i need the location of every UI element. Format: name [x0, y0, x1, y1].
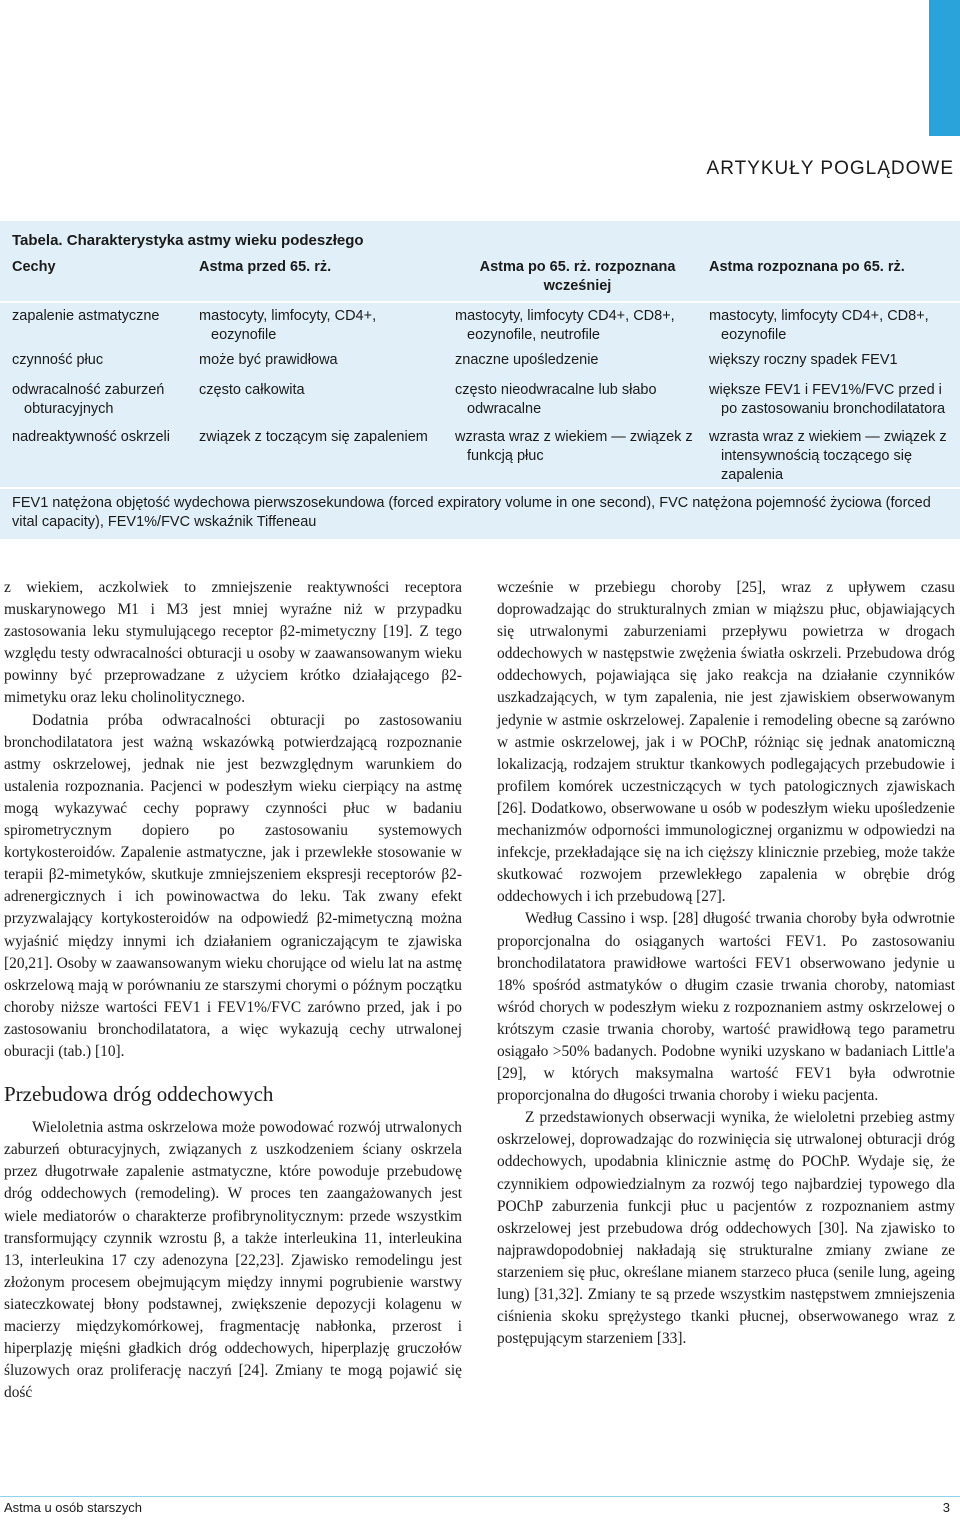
table-cell: czynność płuc: [12, 352, 104, 368]
accent-bar: [929, 0, 960, 136]
table-cell: wzrasta wraz z wiekiem — związek z funkcją płuc: [455, 429, 693, 464]
table-cell: większe FEV1 i FEV1%/FVC przed i po zastosowaniu bronchodilatatora: [709, 382, 946, 417]
paragraph: Dodatnia próba odwracalności obturacji po zastosowaniu bronchodilatatora jest ważną wskazówką potwierdzającą rozpoznanie astmy oskrzelowej, jednak nie jest bezwzględnym warunkiem do ustalenia rozpoznania. Pacjenci w podeszłym wieku cierpiący na astmę mogą wykazywać cechy poprawy czynności płuc w badaniu spirometrycznym dopiero po zastosowaniu systemowych kortykosteroidów. Zapalenie astmatyczne, jak i przewlekłe stosowanie w terapii β2-mimetyków, skutkuje zmniejszeniem ekspresji receptorów β2-adrenergicznych i ich powinowactwa do leku. Tak zwany efekt przyzwalający kortykosteroidów na odpowiedź β2-mimetyczną można wyjaśnić między innymi ich działaniem ograniczającym te zjawiska [20,21]. Osoby w zaawansowanym wieku chorujące od wielu lat na astmę oskrzelową mają w porównaniu ze starszymi chorymi o późnym początku choroby niższe wartości FEV1 i FEV1%/FVC zarówno przed, jak i po zastosowaniu bronchodilatatora, a więc wykazują cechy utrwalonej oburacji (tab.) [10].: [4, 711, 462, 1060]
table-cell: wzrasta wraz z wiekiem — związek z intensywnością toczącego się zapalenia: [709, 429, 947, 483]
table-header-cell: Astma przed 65. rż.: [199, 259, 332, 275]
table-cell: zapalenie astmatyczne: [12, 308, 160, 324]
table-header-cell: Cechy: [12, 259, 56, 275]
table-cell: często całkowita: [199, 382, 305, 398]
section-header: ARTYKUŁY POGLĄDOWE: [706, 158, 954, 179]
paragraph: wcześnie w przebiegu choroby [25], wraz z upływem czasu doprowadzając do strukturalnych zmian w miąższu płuc, objawiających się utrwalonymi zaburzeniami przepływu powietrza w drogach oddechowych w następstwie zwężenia światła oskrzeli. Przebudowa dróg oddechowych, pojawiająca się jako reakcja na działanie czynników uszkadzających, w tym zapalenia, nie jest zjawiskiem obserwowanym jedynie w astmie oskrzelowej. Zapalenie i remodeling obecne są zarówno w astmie oskrzelowej, jak i w POChP, różniąc się jednak anatomiczną lokalizacją, rodzajem struktur tkankowych podlegających przebudowie i profilem komórek uczestniczących w tych patologicznych zjawiskach [26]. Dodatkowo, obserwowane u osób w podeszłym wieku upośledzenie mechanizmów odporności immunologicznej organizmu w odpowiedzi na infekcje, przekładające się na ich cięższy klinicznie przebieg, może także skutkować rozwojem przewlekłego zapalenia w obrębie dróg oddechowych i ich przebudową [27].: [497, 579, 955, 906]
paragraph: z wiekiem, aczkolwiek to zmniejszenie reaktywności receptora muskarynowego M1 i M3 jest mniej wyraźne niż w przypadku zastosowania leku stymulującego receptor β2-mimetyczny [19]. Z tego względu testy odwracalności obturacji u osoby w zaawansowanym wieku powinny być przeprowadzane z użyciem krótko działającego β2-mimetyku oraz leku cholinolitycznego.: [4, 579, 462, 707]
paragraph: Według Cassino i wsp. [28] długość trwania choroby była odwrotnie proporcjonalna do osiąganych wartości FEV1. Po zastosowaniu bronchodilatatora prawidłowe wartości FEV1 obserwowano jedynie u 18% spośród astmatyków o długim czasie trwania choroby, natomiast wśród chorych w podeszłym wieku z rozpoznaniem astmy oskrzelowej o krótszym czasie trwania choroby, wartość prawidłową tego parametru osiągało >50% badanych. Podobne wyniki uzyskano w badaniach Little'a [29], w których maksymalna wartość FEV1 była odwrotnie proporcjonalna do długości trwania choroby i wieku pacjenta.: [497, 910, 955, 1105]
table-cell: większy roczny spadek FEV1: [709, 352, 898, 368]
table-divider: [0, 487, 960, 489]
paragraph: Wieloletnia astma oskrzelowa może powodować rozwój utrwalonych zaburzeń obturacyjnych, związanych z uszkodzeniem ściany oskrzela przez długotrwałe zapalenie astmatyczne, które powoduje przebudowę dróg oddechowych (remodeling). W proces ten zaangażowanych jest wiele mediatorów o charakterze profibrynolitycznym: przede wszystkim transformujący czynnik wzrostu β, a także interleukina 11, interleukina 13, interleukina 17 czy adenozyna [22,23]. Zjawisko remodelingu jest złożonym procesem obejmującym między innymi pogrubienie warstwy siateczkowatej błony podstawnej, zwiększenie depozycji kolagenu w macierzy międzykomórkowej, fragmentację nabłonka, przerost i hiperplazję mięśni gładkich dróg oddechowych, hiperplazję gruczołów śluzowych oraz proliferację naczyń [24]. Zmiany te mogą pojawić się dość: [4, 1119, 462, 1402]
table-cell: mastocyty, limfocyty CD4+, CD8+, eozynofile, neutrofile: [455, 308, 675, 343]
table-cell: odwracalność zaburzeń obturacyjnych: [12, 382, 165, 417]
characteristics-table: [0, 221, 960, 539]
table-divider: [0, 301, 960, 303]
running-footer: Astma u osób starszych: [4, 1500, 142, 1515]
table-cell: może być prawidłowa: [199, 352, 338, 368]
table-cell: mastocyty, limfocyty, CD4+, eozynofile: [199, 308, 377, 343]
table-footnote: FEV1 natężona objętość wydechowa pierwszosekundowa (forced expiratory volume in one second), FVC natężona pojemność życiowa (forced vital capacity), FEV1%/FVC wskaźnik Tiffeneau: [12, 495, 931, 530]
table-cell: związek z toczącym się zapaleniem: [199, 429, 428, 445]
left-column: [4, 577, 462, 1404]
table-cell: często nieodwracalne lub słabo odwracalne: [455, 382, 657, 417]
right-column: [497, 577, 955, 1350]
table-cell: znaczne upośledzenie: [455, 352, 599, 368]
table-header-cell: Astma po 65. rż. rozpoznana wcześniej: [479, 259, 676, 294]
footer-rule: [0, 1496, 960, 1497]
table-header-cell: Astma rozpoznana po 65. rż.: [709, 259, 905, 275]
table-title: Tabela. Charakterystyka astmy wieku podeszłego: [12, 232, 364, 249]
paragraph: Z przedstawionych obserwacji wynika, że wieloletni przebieg astmy oskrzelowej, doprowadzając do rozwinięcia się utrwalonej obturacji dróg oddechowych, upodabnia klinicznie astmę do POChP. Wydaje się, że czynnikiem odpowiedzialnym za rozwój tego najbardziej typowego dla POChP zaburzenia funkcji płuc u pacjentów z rozpoznaniem astmy oskrzelowej jest przebudowa dróg oddechowych [30]. Na zjawisko to najprawdopodobniej nakładają się strukturalne zmiany zwiane ze starzeniem się płuc, określane mianem starzeco płuca (senile lung, ageing lung) [31,32]. Zmiany te są przede wszystkim następstwem zmniejszenia ciśnienia skoku sprężystego tkanki płucnej, obserwowanego wraz z postępującym starzeniem [33].: [497, 1109, 955, 1348]
section-heading: Przebudowa dróg oddechowych: [4, 1082, 274, 1107]
table-cell: nadreaktywność oskrzeli: [12, 429, 170, 445]
table-cell: mastocyty, limfocyty CD4+, CD8+, eozynofile: [709, 308, 929, 343]
page-number: 3: [942, 1500, 950, 1515]
